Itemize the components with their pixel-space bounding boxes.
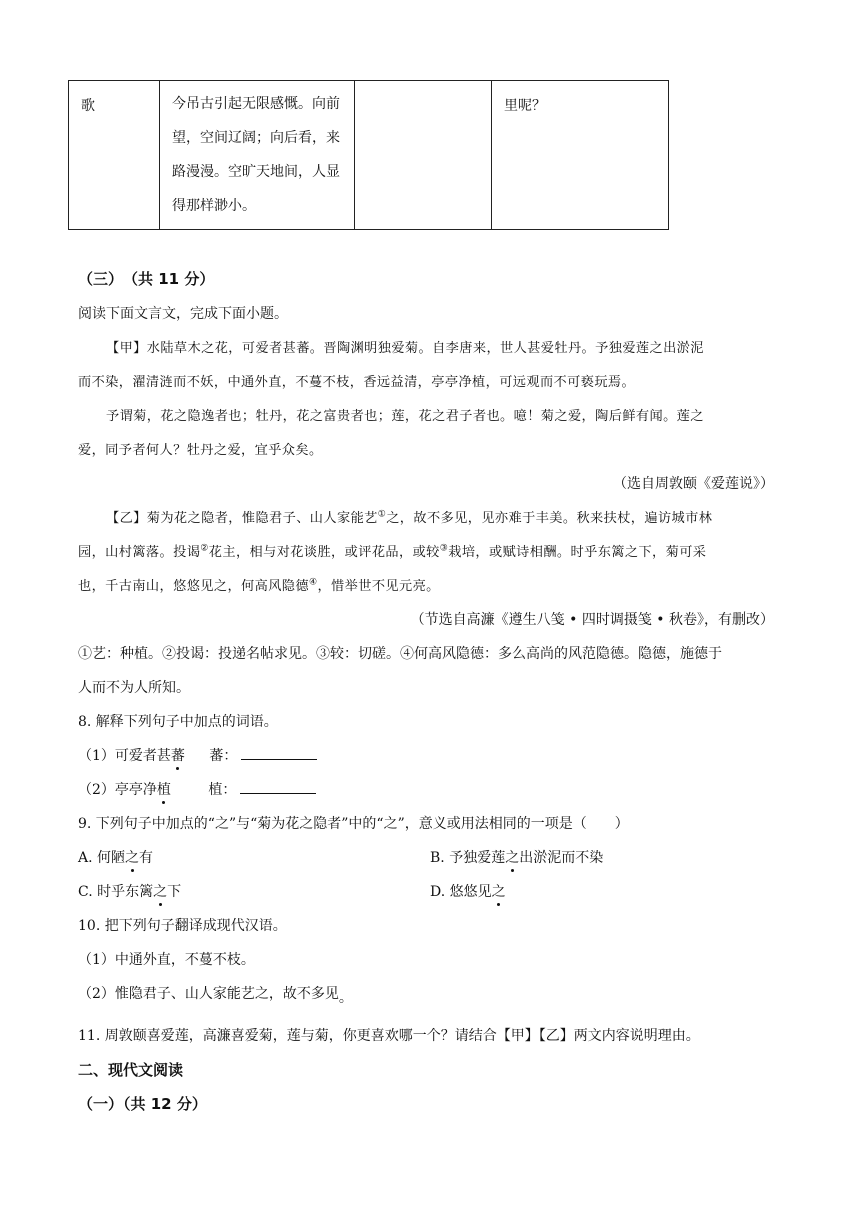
passage-yi-line — [106, 507, 712, 526]
text: ，惜举世不见元亮。 — [317, 579, 440, 594]
footnote-marker: ④ — [309, 577, 318, 588]
answer-blank[interactable] — [241, 745, 317, 760]
question-8-item — [78, 779, 316, 799]
answer-blank[interactable] — [240, 779, 316, 794]
table-cell — [492, 81, 669, 230]
text: 有 — [139, 850, 154, 866]
option-d[interactable] — [430, 881, 506, 901]
footnote-marker: ③ — [439, 543, 449, 554]
text: 之，故不多见，见亦难于丰美。秋来扶杖，遍访城市林 — [386, 511, 713, 526]
option-c[interactable] — [78, 881, 181, 901]
text: 栽培，或赋诗相酬。时乎东篱之下，菊可采 — [448, 545, 707, 560]
instruction: 阅读下面文言文，完成下面小题。 — [78, 306, 288, 322]
label: 植： — [208, 782, 237, 798]
passage-jia-line: 而不染，濯清涟而不妖，中通外直，不蔓不枝，香远益清，亭亭净植，可远观而不可亵玩焉。 — [78, 375, 636, 390]
cell-text: 得那样渺小。 — [172, 198, 256, 214]
dotted-word: 之 — [153, 881, 167, 901]
table-cell — [160, 81, 355, 230]
question-11-stem: 11. 周敦颐喜爱莲，高濂喜爱菊，莲与菊，你更喜欢哪一个？请结合【甲】【乙】两文内容说明理由。 — [78, 1028, 700, 1044]
dotted-word: 植 — [157, 779, 171, 799]
text: A. 何陋 — [78, 850, 126, 866]
question-9-stem: 9. 下列句子中加点的“之”与“菊为花之隐者”中的“之”，意义或用法相同的一项是（ ） — [78, 816, 629, 832]
cell-text: 今吊古引起无限感慨。向前 — [172, 96, 340, 112]
text: 花主，相与对花谈胜，或评花品，或较 — [208, 545, 440, 560]
passage-jia-line: 【甲】水陆草木之花，可爱者甚蕃。晋陶渊明独爱菊。自李唐来，世人甚爱牡丹。予独爱莲之出淤泥 — [106, 341, 704, 356]
question-10-item: （1）中通外直，不蔓不枝。 — [78, 952, 255, 968]
question-10-item — [78, 983, 353, 1006]
dotted-word: 之 — [492, 881, 506, 901]
question-10-stem: 10. 把下列句子翻译成现代汉语。 — [78, 918, 287, 934]
section-heading: （三） （共 11 分） — [78, 270, 215, 288]
text: D. 悠悠见 — [430, 884, 492, 900]
text: （2）亭亭净 — [78, 782, 157, 798]
text: B. 予独爱莲 — [430, 850, 506, 866]
text: 下 — [167, 884, 182, 900]
dotted-word: 之 — [125, 847, 139, 867]
option-b[interactable] — [430, 847, 603, 867]
footnote-marker: ② — [200, 543, 209, 554]
cell-text: 歌 — [81, 98, 95, 114]
notes-line: 人而不为人所知。 — [78, 680, 190, 696]
text: （2）惟隐君子、山人家能艺之，故不多见 — [78, 986, 339, 1002]
passage-yi-line — [78, 575, 440, 594]
text: 园，山村篱落。投谒 — [78, 545, 201, 560]
label: 蕃： — [209, 748, 238, 764]
source-citation: （选自周敦颐《爱莲说》） — [613, 476, 774, 492]
passage-jia-line: 予谓菊，花之隐逸者也；牡丹，花之富贵者也；莲，花之君子者也。噫！菊之爱，陶后鲜有闻。莲之 — [106, 409, 704, 424]
text: （1）可爱者甚 — [78, 748, 171, 764]
footnote-marker: ① — [377, 509, 387, 520]
dotted-word: 蕃 — [171, 745, 185, 765]
cell-text: 望，空间辽阔；向后看，来 — [172, 130, 340, 146]
part-subheading: （一）（共 12 分） — [78, 1095, 207, 1113]
passage-yi-line — [78, 541, 706, 560]
text: 。 — [338, 990, 353, 1006]
notes-line: ①艺：种植。②投谒：投递名帖求见。③较：切磋。④何高风隐德：多么高尚的风范隐德。隐德，施德于 — [78, 646, 722, 662]
question-8-stem: 8. 解释下列句子中加点的词语。 — [78, 714, 278, 730]
dotted-word: 之 — [505, 847, 519, 867]
text: 也，千古南山，悠悠见之，何高风隐德 — [78, 579, 309, 594]
table-cell — [355, 81, 492, 230]
text: C. 时乎东篱 — [78, 884, 154, 900]
comparison-table — [68, 80, 669, 230]
table-cell — [69, 81, 160, 230]
text: 【乙】菊为花之隐者，惟隐君子、山人家能艺 — [106, 511, 378, 526]
cell-text: 里呢？ — [504, 98, 546, 114]
source-citation: （节选自高濂《遵生八笺 • 四时调摄笺 • 秋卷》，有删改） — [410, 612, 774, 628]
text: 出淤泥而不染 — [519, 850, 604, 866]
passage-jia-line: 爱，同予者何人？牡丹之爱，宜乎众矣。 — [78, 443, 323, 458]
question-8-item — [78, 745, 317, 765]
cell-text: 路漫漫。空旷天地间，人显 — [172, 164, 340, 180]
option-a[interactable] — [78, 847, 153, 867]
part-heading: 二、现代文阅读 — [78, 1061, 184, 1079]
table-row — [69, 81, 669, 230]
